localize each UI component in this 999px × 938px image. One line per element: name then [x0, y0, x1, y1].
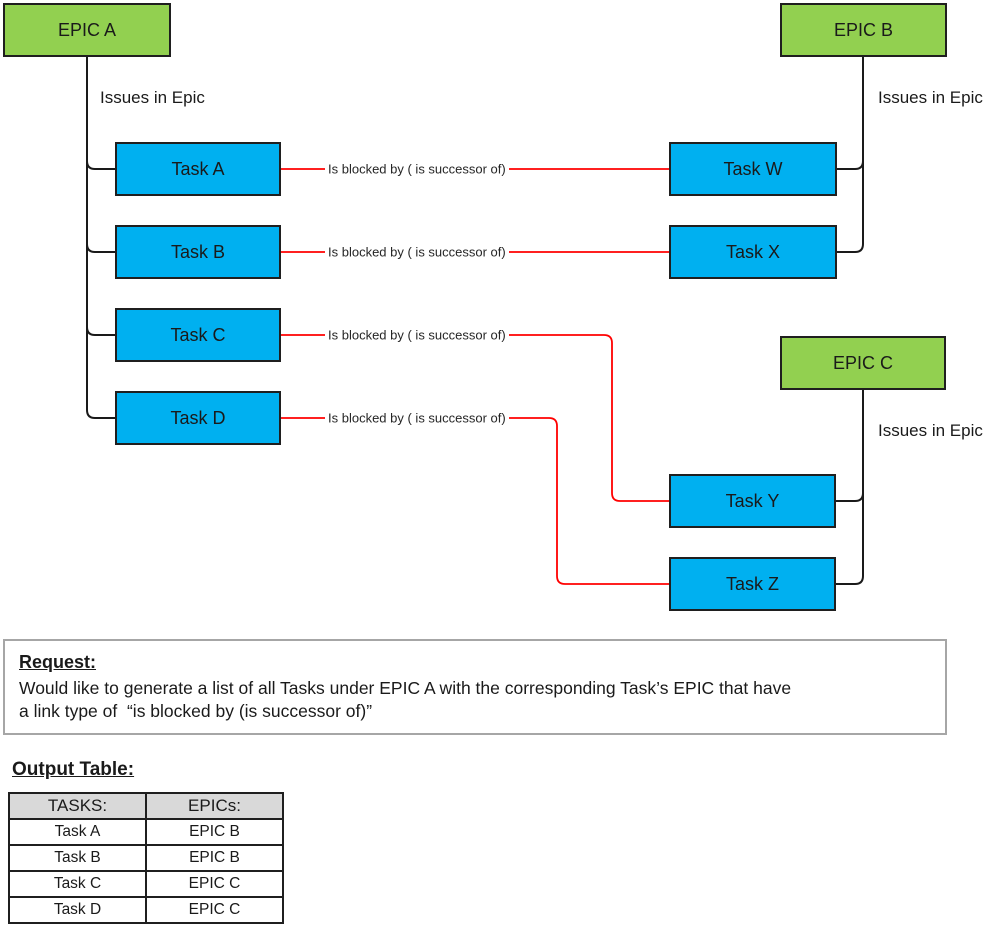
- task-c-box: [115, 308, 281, 362]
- link-label-task-b: Is blocked by ( is successor of): [325, 245, 509, 260]
- table-row: [9, 897, 283, 923]
- epic-a-trunk-connector: [87, 57, 115, 418]
- request-line-1: Would like to generate a list of all Tasks under EPIC A with the corresponding Task’s EPIC that have: [19, 678, 792, 698]
- table-cell-task: Task C: [9, 871, 146, 897]
- link-label-task-a: Is blocked by ( is successor of): [325, 162, 509, 177]
- table-row: [9, 845, 283, 871]
- task-x-label: Task X: [725, 241, 781, 262]
- table-cell-epic: EPIC B: [146, 845, 283, 871]
- epic-c-task-y-connector: [836, 493, 863, 501]
- epic-b-box: [780, 3, 947, 57]
- epic-c-label: EPIC C: [832, 352, 893, 373]
- link-task-d-task-z: [281, 418, 669, 584]
- table-cell-task: Task A: [9, 819, 146, 845]
- output-table-header-tasks: TASKS:: [9, 793, 146, 819]
- table-cell-task: Task D: [9, 897, 146, 923]
- request-line-2: a link type of “is blocked by (is successor of)”: [19, 701, 373, 721]
- output-table-header-epics: EPICs:: [146, 793, 283, 819]
- task-c-label: Task C: [170, 324, 226, 345]
- link-label-task-c: Is blocked by ( is successor of): [325, 328, 509, 343]
- task-z-label: Task Z: [725, 573, 779, 594]
- epic-c-issues-label: Issues in Epic: [878, 421, 983, 440]
- output-table-header-row: [9, 793, 283, 819]
- request-panel: [3, 639, 947, 735]
- epic-a-task-a-connector: [87, 161, 115, 169]
- epic-b-issues-label: Issues in Epic: [878, 88, 983, 107]
- epic-c-box: [780, 336, 946, 390]
- output-table: [8, 792, 284, 924]
- table-cell-epic: EPIC C: [146, 871, 283, 897]
- task-a-box: [115, 142, 281, 196]
- table-cell-epic: EPIC B: [146, 819, 283, 845]
- epic-a-box: [3, 3, 171, 57]
- task-b-label: Task B: [170, 241, 226, 262]
- table-row: [9, 819, 283, 845]
- task-w-label: Task W: [723, 158, 783, 179]
- table-row: [9, 871, 283, 897]
- table-cell-epic: EPIC C: [146, 897, 283, 923]
- task-z-box: [669, 557, 836, 611]
- request-title: Request:: [19, 652, 97, 672]
- table-cell-task: Task B: [9, 845, 146, 871]
- epic-a-label: EPIC A: [57, 19, 117, 40]
- epic-a-task-b-connector: [87, 244, 115, 252]
- epic-c-trunk-connector: [836, 390, 863, 584]
- epic-b-task-w-connector: [837, 161, 863, 169]
- epic-b-label: EPIC B: [833, 19, 894, 40]
- epic-a-issues-label: Issues in Epic: [100, 88, 205, 107]
- epic-a-task-c-connector: [87, 327, 115, 335]
- task-w-box: [669, 142, 837, 196]
- task-b-box: [115, 225, 281, 279]
- task-d-label: Task D: [170, 407, 226, 428]
- task-a-label: Task A: [171, 158, 225, 179]
- epic-b-trunk-connector: [837, 57, 863, 252]
- task-d-box: [115, 391, 281, 445]
- task-x-box: [669, 225, 837, 279]
- output-table-title: Output Table:: [12, 759, 135, 780]
- task-y-box: [669, 474, 836, 528]
- link-label-task-d: Is blocked by ( is successor of): [325, 411, 509, 426]
- task-y-label: Task Y: [725, 490, 780, 511]
